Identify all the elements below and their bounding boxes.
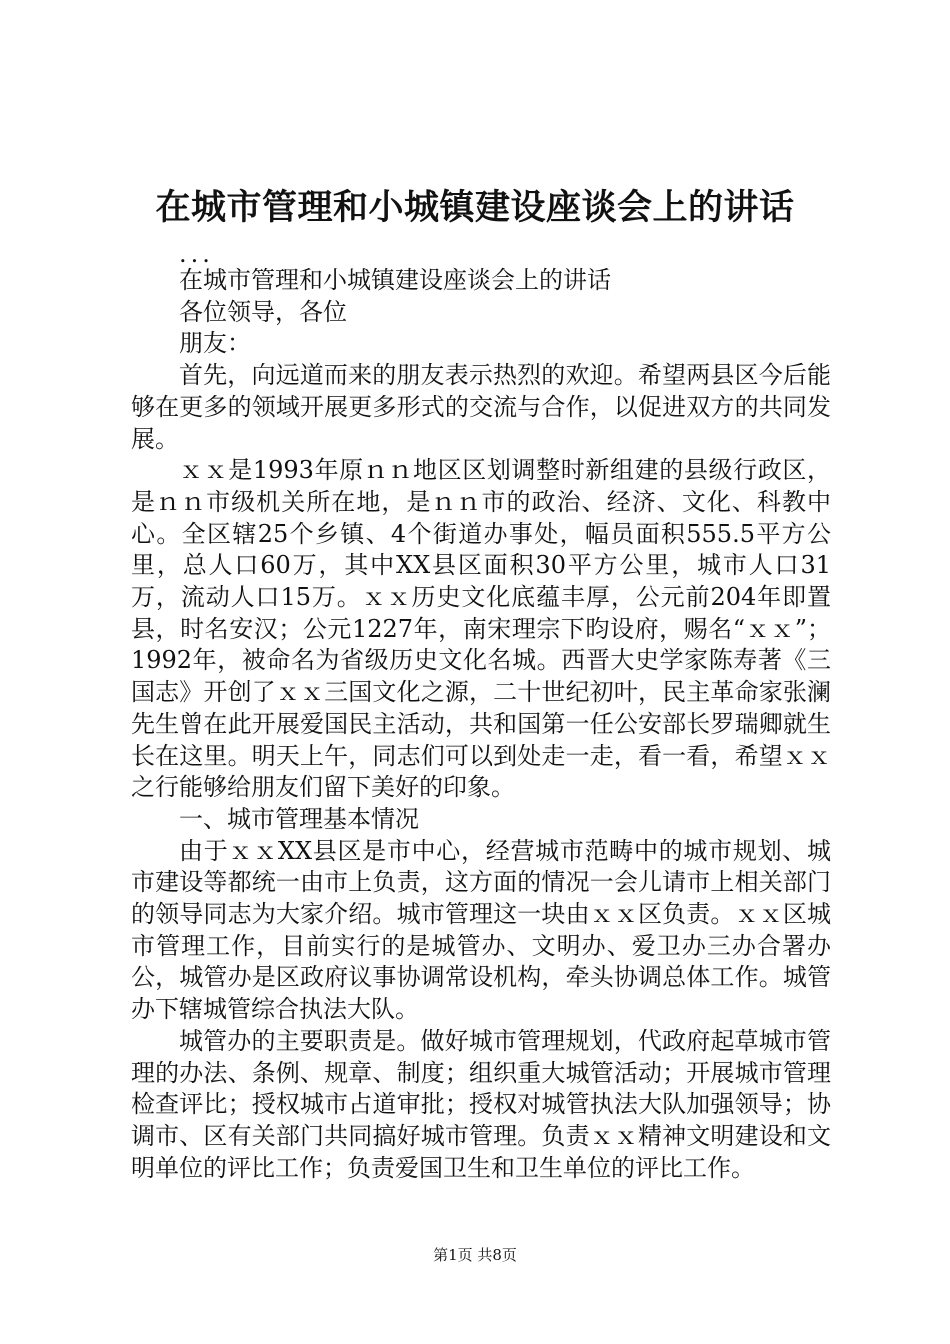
paragraph-welcome: 首先，向远道而来的朋友表示热烈的欢迎。希望两县区今后能够在更多的领域开展更多形式的交流与合作，以促进双方的共同发展。 <box>131 361 831 453</box>
salutation-line-1: 各位领导，各位 <box>179 297 347 326</box>
section-heading: 一、城市管理基本情况 <box>179 804 419 833</box>
document-body <box>131 240 831 1184</box>
paragraph-duties: 城管办的主要职责是。做好城市管理规划，代政府起草城市管理的办法、条例、规章、制度；组织重大城管活动；开展城市管理检查评比；授权城市占道审批；授权对城管执法大队加强领导；协调市、区有关部门共同搞好城市管理。负责ｘｘ精神文明建设和文明单位的评比工作；负责爱国卫生和卫生单位的评比工作。 <box>131 1026 831 1182</box>
page-footer: 第1页 共8页 <box>433 1246 517 1264</box>
paragraph-district-overview: ｘｘ是1993年原ｎｎ地区区划调整时新组建的县级行政区，是ｎｎ市级机关所在地，是ｎｎ市的政治、经济、文化、科教中心。全区辖25个乡镇、4个街道办事处，幅员面积555.5平方公里，总人口60万，其中XX县区面积30平方公里，城市人口31万，流动人口15万。ｘｘ历史文化底蕴丰厚，公元前204年即置县，时名安汉；公元1227年，南宋理宗下昀设府，赐名“ｘｘ”；1992年，被命名为省级历史文化名城。西晋大史学家陈寿著《三国志》开创了ｘｘ三国文化之源，二十世纪初叶，民主革命家张澜先生曾在此开展爱国民主活动，共和国第一任公安部长罗瑞卿就生长在这里。明天上午，同志们可以到处走一走，看一看，希望ｘｘ之行能够给朋友们留下美好的印象。 <box>131 456 831 802</box>
ellipsis-text: ... <box>179 240 214 268</box>
salutation-line-2: 朋友： <box>179 329 251 358</box>
page-title: 在城市管理和小城镇建设座谈会上的讲话 <box>155 187 795 228</box>
subtitle: 在城市管理和小城镇建设座谈会上的讲话 <box>179 266 611 294</box>
paragraph-city-management: 由于ｘｘXX县区是市中心，经营城市范畴中的城市规划、城市建设等都统一由市上负责，这方面的情况一会儿请市上相关部门的领导同志为大家介绍。城市管理这一块由ｘｘ区负责。ｘｘ区城市管理工作，目前实行的是城管办、文明办、爱卫办三办合署办公，城管办是区政府议事协调常设机构，牵头协调总体工作。城管办下辖城管综合执法大队。 <box>131 836 831 1024</box>
